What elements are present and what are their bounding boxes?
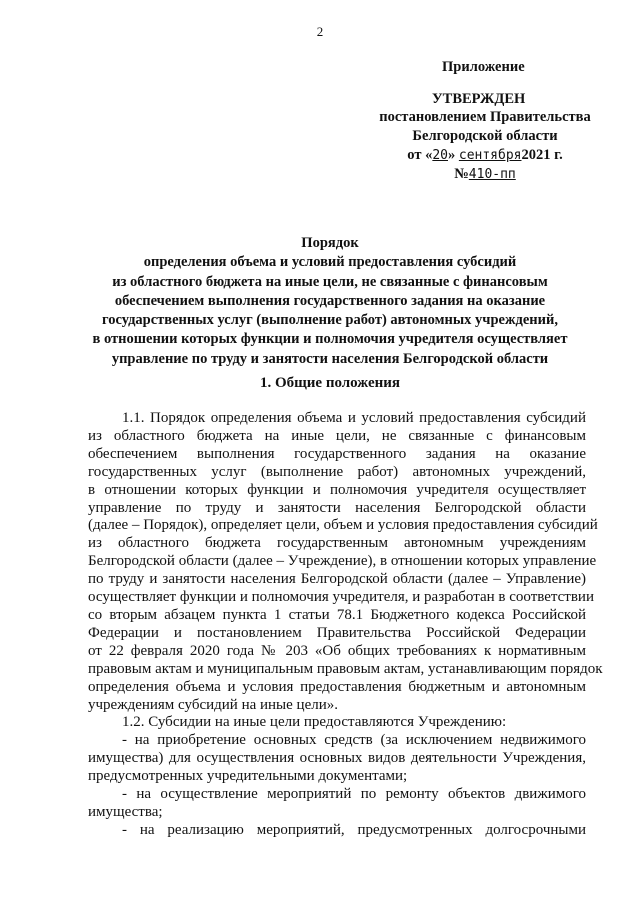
body-line: в отношении которых функции и полномочия учредителя осуществляет	[88, 481, 586, 498]
appendix-label: Приложение	[442, 59, 525, 75]
date-year: 2021 г.	[521, 147, 563, 163]
body-line: из областного бюджета на иные цели, не связанные с финансовым	[88, 427, 586, 444]
number-prefix: №	[454, 166, 469, 182]
date-prefix: от «	[407, 147, 433, 163]
title-line: управление по труду и занятости населения Белгородской области	[111, 350, 549, 367]
body-line: правовым актам и муниципальным правовым актам, устанавливающим порядок	[88, 660, 603, 677]
date-mid: »	[448, 147, 456, 163]
title-heading: Порядок	[301, 235, 359, 251]
body-line: Федерации и постановлением Правительства Российской Федерации	[88, 624, 586, 641]
body-line: со вторым абзацем пункта 1 статьи 78.1 Бюджетного кодекса Российской	[88, 606, 586, 623]
body-line: по труду и занятости населения Белгородской области (далее – Управление)	[88, 571, 586, 588]
body-line: имущества) для осуществления основных видов деятельности Учреждения,	[88, 750, 586, 767]
document-title	[80, 234, 580, 369]
body-line: - на приобретение основных средств (за исключением недвижимого	[122, 732, 586, 749]
title-line: обеспечением выполнения государственного задания на оказание	[114, 292, 546, 309]
date-month: сентября	[458, 148, 522, 163]
title-line: из областного бюджета на иные цели, не связанные с финансовым	[112, 273, 548, 290]
body-line: определения объема и условия предоставления бюджетным и автономным	[88, 678, 586, 695]
body-line: государственных услуг (выполнение работ) автономных учреждений,	[88, 463, 586, 480]
approved-label: УТВЕРЖДЕН	[432, 91, 526, 107]
body-line: 1.1. Порядок определения объема и условий предоставления субсидий	[122, 410, 586, 426]
body-line: от 22 февраля 2020 года № 203 «Об общих требованиях к нормативным	[88, 642, 586, 659]
body-line: осуществляет функции и полномочия учредителя, и разработан в соответствии	[88, 589, 594, 606]
approval-date	[360, 146, 610, 165]
page-number: 2	[316, 24, 324, 39]
section-heading: 1. Общие положения	[259, 375, 401, 391]
approval-line-1: постановлением Правительства	[379, 109, 591, 125]
body-line: учреждениям субсидий на иные цели».	[88, 696, 338, 713]
title-line: в отношении которых функции и полномочия учредителя осуществляет	[92, 331, 568, 348]
approval-line-2: Белгородской области	[412, 128, 558, 144]
title-line: определения объема и условий предоставления субсидий	[143, 254, 517, 271]
approval-number	[360, 165, 610, 184]
body-line: - на реализацию мероприятий, предусмотренных долгосрочными	[122, 821, 586, 838]
title-line: государственных услуг (выполнение работ) автономных учреждений,	[102, 312, 558, 329]
body-line: 1.2. Субсидии на иные цели предоставляются Учреждению:	[122, 714, 507, 731]
body-line: обеспечением выполнения государственного задания на оказание	[88, 445, 586, 462]
body-line: из областного бюджета государственным автономным учреждениям	[88, 535, 586, 552]
date-day: 20	[432, 148, 448, 163]
body-line: (далее – Порядок), определяет цели, объем и условия предоставления субсидий	[88, 517, 598, 534]
number-value: 410-пп	[468, 167, 516, 182]
body-line: предусмотренных учредительными документами;	[88, 768, 408, 785]
body-line: имущества;	[88, 803, 163, 820]
body-line: управление по труду и занятости населения Белгородской области	[88, 499, 586, 516]
body-line: - на осуществление мероприятий по ремонту объектов движимого	[122, 786, 586, 803]
body-line: Белгородской области (далее – Учреждение), в отношении которых управление	[88, 553, 597, 570]
body-text	[88, 410, 603, 840]
